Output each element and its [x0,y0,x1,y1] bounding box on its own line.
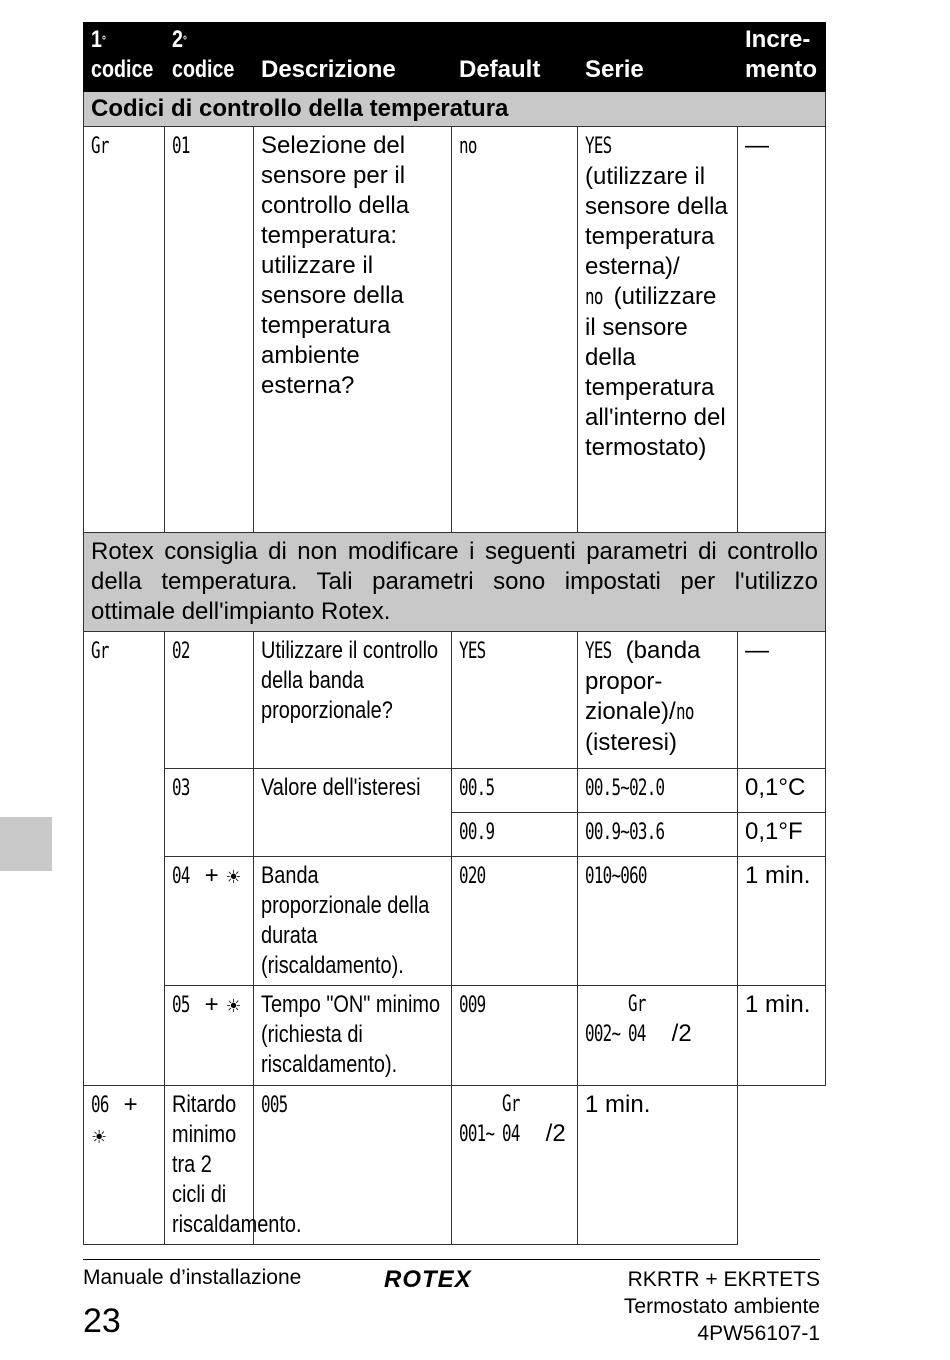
default-display: 020 [459,864,486,889]
code-2-cell: 05 + ☀ [165,986,254,1086]
serie-display: 00.9~03.6 [585,820,665,845]
description-cell: Utilizzare il controllo della banda proporzionale? [254,632,452,769]
header-first-code: 1° codice [84,23,165,92]
table-row [84,857,826,986]
table-header-row [84,23,826,92]
increment-cell: 0,1°F [738,813,826,857]
default-display: no [459,134,477,159]
header-second-code: 2° codice [165,23,254,92]
code-2-display: 03 [172,776,190,801]
increment-cell: 1 min. [738,986,826,1086]
code-2-display: 01 [172,134,190,159]
code-2-display: 02 [172,639,190,664]
page-number: 23 [83,1302,121,1340]
table-row [84,127,826,533]
section-title: Codici di controllo della temperatura [84,92,826,127]
table-row [84,632,826,769]
chapter-tab [0,817,52,871]
sun-heating-icon: ☀ [91,1127,108,1147]
footer-doc-number: 4PW56107-1 [697,1322,820,1345]
header-increment: Incre- mento [738,23,826,92]
increment-cell: — [738,632,826,769]
footer-manual-title: Manuale d’installazione [83,1266,302,1289]
default-display: 005 [261,1093,288,1118]
footer-divider [83,1259,820,1260]
default-display: 009 [459,993,486,1018]
code-2-cell: 06 + ☀ [84,1086,165,1245]
description-cell: Valore dell'isteresi [254,769,452,857]
default-display: YES [459,639,486,664]
increment-cell: — [738,127,826,533]
serie-cell: 001~ Gr 04 /2 [452,1086,578,1245]
serie-display: 010~060 [585,864,647,889]
table-row [84,986,826,1086]
increment-cell: 1 min. [578,1086,738,1245]
increment-cell: 0,1°C [738,769,826,813]
increment-cell: 1 min. [738,857,826,986]
footer-model: RKRTR + EKRTETS [627,1268,820,1291]
description-cell: Tempo "ON" minimo (richiesta di riscaldamento). [254,986,452,1086]
serie-display: 00.5~02.0 [585,776,665,801]
description-cell: Banda proporzionale della durata (riscaldamento). [254,857,452,986]
section-row [84,92,826,127]
note-row [84,533,826,632]
rotex-logo: ROTEX [384,1266,472,1293]
code-2-cell: 04 + ☀ [165,857,254,986]
header-description: Descrizione [254,23,452,92]
description-cell: Ritardo minimo tra 2 cicli di riscaldamento. [165,1086,254,1245]
header-default: Default [452,23,578,92]
default-display: 00.9 [459,820,495,845]
code-1-display: Gr [91,134,109,159]
code-1-display: Gr [91,639,109,664]
serie-cell: YES (banda propor-zionale)/no (isteresi) [578,632,738,769]
serie-cell: 002~ Gr 04 /2 [578,986,738,1086]
serie-cell: YES (utilizzare il sensore della temperatura esterna)/ no (utilizzare il sensore della temperatura all'interno del termostato) [578,127,738,533]
sun-heating-icon: ☀ [225,867,242,887]
table-row [84,1086,826,1245]
parameter-table [83,22,826,1245]
default-display: 00.5 [459,776,495,801]
table-row [84,769,826,813]
footer-product-name: Termostato ambiente [623,1295,820,1318]
footer-product-info [624,1266,820,1347]
description-cell: Selezione del sensore per il controllo della temperatura: utilizzare il sensore della temperatura ambiente esterna? [254,127,452,533]
header-serie: Serie [578,23,738,92]
note-text: Rotex consiglia di non modificare i seguenti parametri di controllo della temperatura. Tali parametri sono impostati per l'utilizzo ottimale dell'impianto Rotex. [84,533,826,632]
sun-heating-icon: ☀ [225,996,242,1016]
